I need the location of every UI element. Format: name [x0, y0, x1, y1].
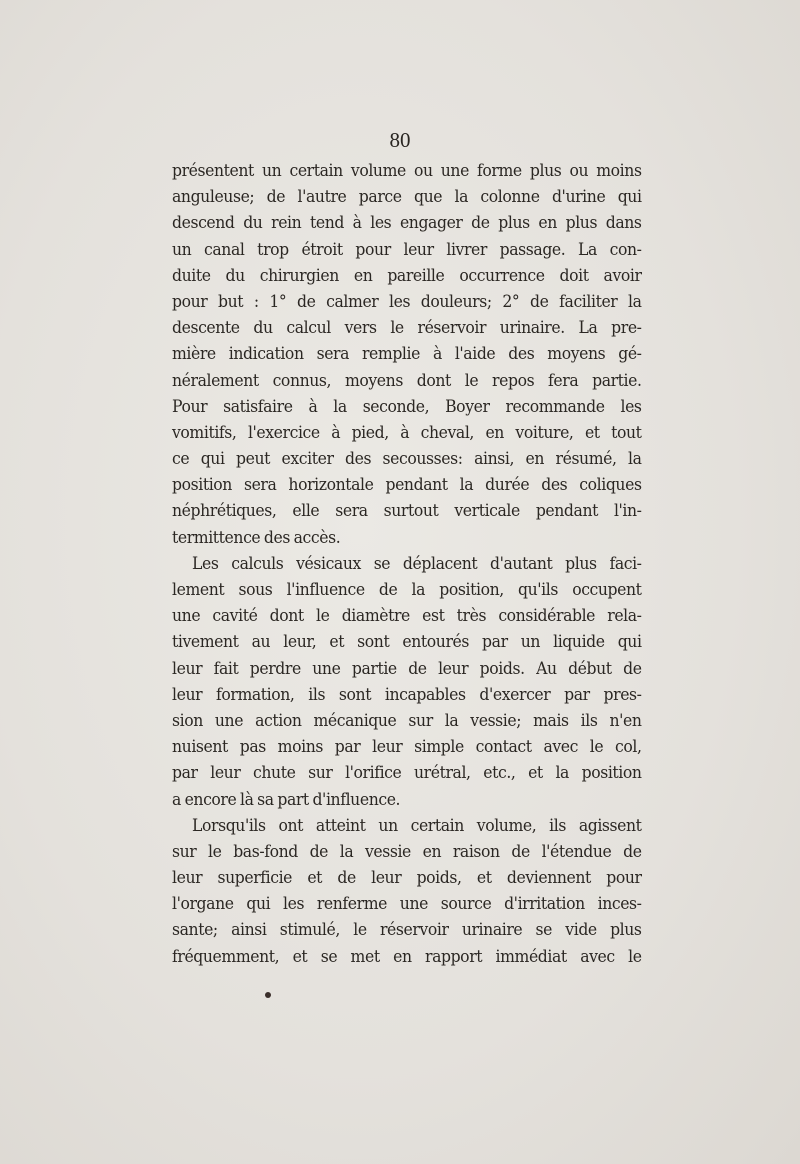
text-line: ce qui peut exciter des secousses: ainsi, en résumé, la	[172, 449, 642, 470]
text-line: l'organe qui les renferme une source d'irritation inces-	[172, 894, 642, 915]
body-text	[172, 158, 642, 970]
text-line: lement sous l'influence de la position, qu'ils occupent	[172, 580, 642, 600]
text-line: descente du calcul vers le réservoir urinaire. La pre-	[172, 318, 642, 339]
text-line: fréquemment, et se met en rapport immédiat avec le	[172, 946, 642, 967]
text-line: Pour satisfaire à la seconde, Boyer recommande les	[172, 396, 642, 417]
text-line: sur le bas-fond de la vessie en raison de l'étendue de	[172, 841, 642, 862]
text-line: a encore là sa part d'influence.	[172, 789, 401, 810]
text-line: position sera horizontale pendant la durée des coliques	[172, 475, 642, 496]
text-line: néphrétiques, elle sera surtout verticale pendant l'in-	[172, 501, 642, 522]
text-line: termittence des accès.	[172, 527, 341, 548]
text-line: tivement au leur, et sont entourés par un liquide qui	[172, 632, 642, 653]
text-line: duite du chirurgien en pareille occurrence doit avoir	[172, 265, 642, 286]
text-line: un canal trop étroit pour leur livrer passage. La con-	[172, 239, 642, 260]
text-line: leur formation, ils sont incapables d'exercer par pres-	[172, 684, 642, 705]
text-line: néralement connus, moyens dont le repos fera partie.	[172, 370, 642, 391]
text-line: sante; ainsi stimulé, le réservoir urinaire se vide plus	[172, 920, 642, 941]
text-line: leur superficie et de leur poids, et deviennent pour	[172, 868, 642, 889]
text-line: nuisent pas moins par leur simple contact avec le col,	[172, 737, 642, 758]
text-line: vomitifs, l'exercice à pied, à cheval, en voiture, et tout	[172, 422, 642, 443]
text-line: par leur chute sur l'orifice urétral, etc., et la position	[172, 763, 642, 784]
text-line: une cavité dont le diamètre est très considérable rela-	[172, 606, 642, 627]
text-line: leur fait perdre une partie de leur poids. Au début de	[172, 658, 642, 679]
ink-dot	[265, 992, 271, 998]
text-line: mière indication sera remplie à l'aide des moyens gé-	[172, 344, 642, 365]
text-line: descend du rein tend à les engager de plus en plus dans	[172, 213, 642, 234]
text-line: pour but : 1° de calmer les douleurs; 2° de faciliter la	[172, 291, 642, 312]
paragraph-start-line: Les calculs vésicaux se déplacent d'autant plus faci-	[192, 553, 642, 574]
text-line: anguleuse; de l'autre parce que la colonne d'urine qui	[172, 187, 642, 208]
text-line: présentent un certain volume ou une forme plus ou moins	[172, 161, 642, 181]
page-number: 80	[389, 128, 411, 152]
text-line: sion une action mécanique sur la vessie; mais ils n'en	[172, 710, 642, 731]
paragraph-start-line: Lorsqu'ils ont atteint un certain volume, ils agissent	[192, 815, 642, 836]
